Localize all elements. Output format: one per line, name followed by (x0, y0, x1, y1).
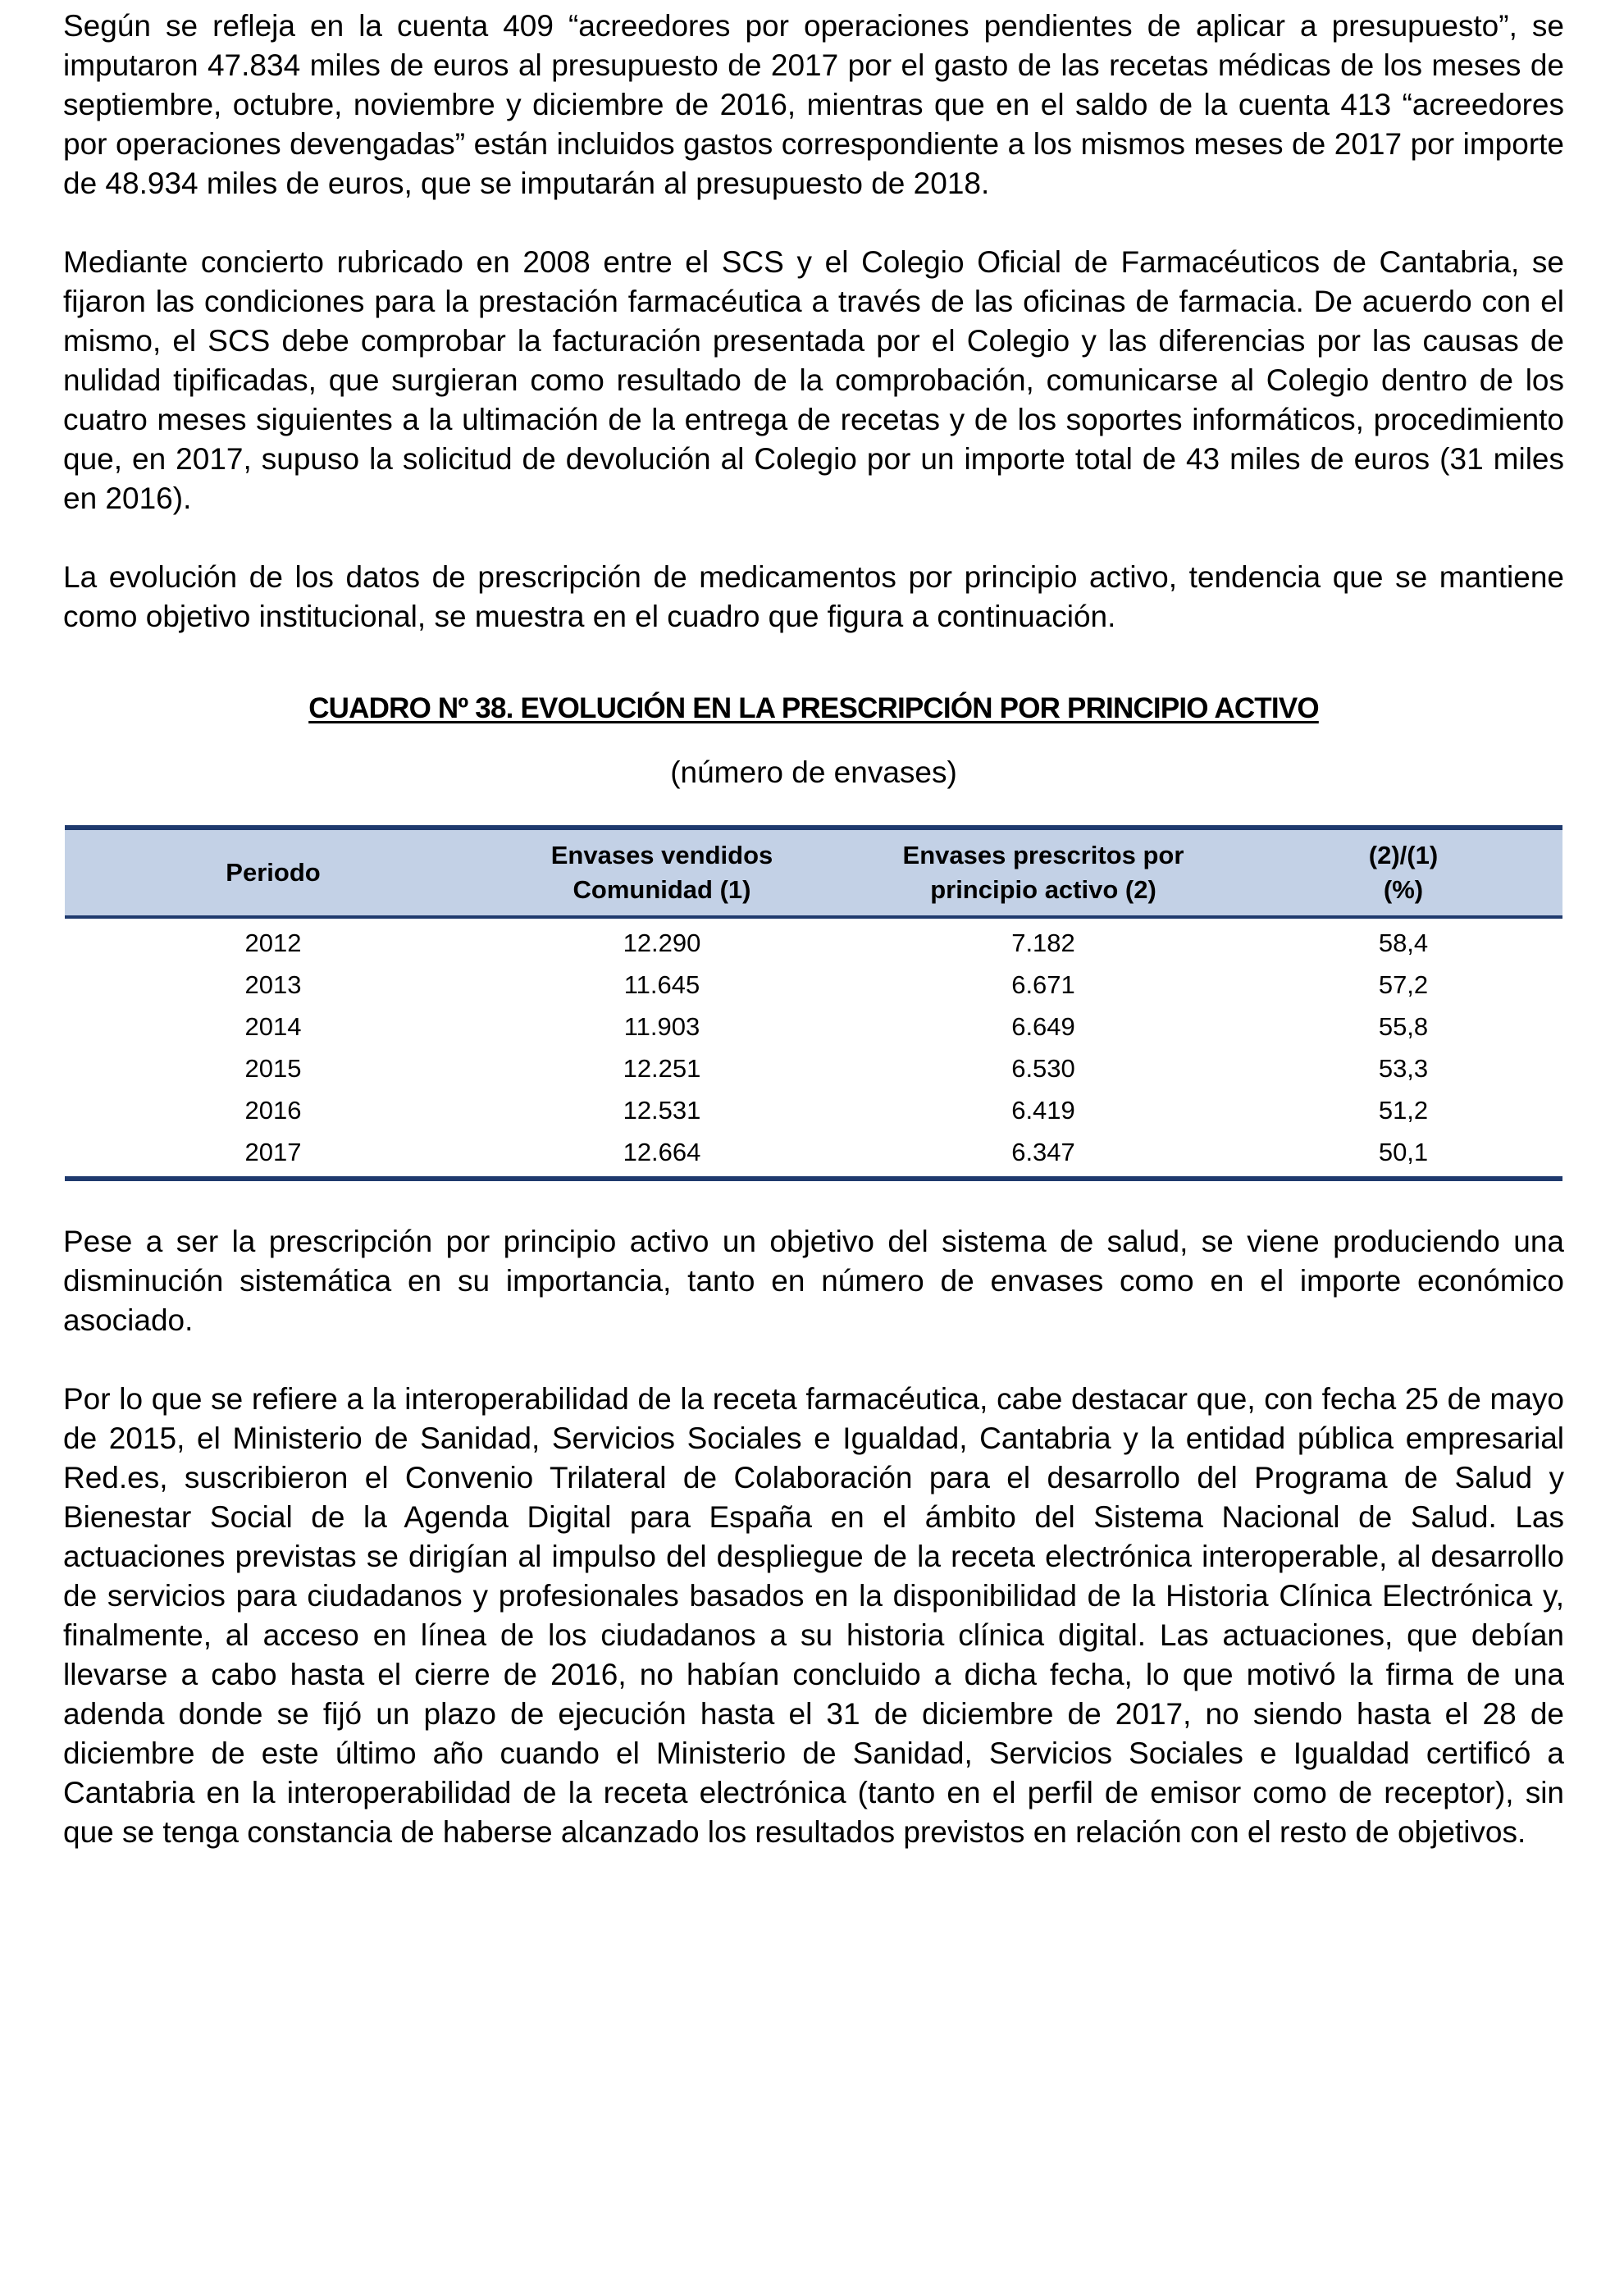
cell-ratio: 55,8 (1378, 1012, 1429, 1041)
cell-prescritos: 6.671 (1011, 970, 1075, 999)
cell-periodo: 2013 (244, 970, 302, 999)
paragraph-concierto-colegio: Mediante concierto rubricado en 2008 entre el SCS y el Colegio Oficial de Farmacéuticos de Cantabria, se fijaron las condiciones para la prestación farmacéutica a través de las oficinas de farmacia. De acuerdo con el mismo, el SCS debe comprobar la facturación presentada por el Colegio y las diferencias por las causas de nulidad tipificadas, que surgieran como resultado de la comprobación, comunicarse al Colegio dentro de los cuatro meses siguientes a la ultimación de la entrega de recetas y de los soportes informáticos, procedimiento que, en 2017, supuso la solicitud de devolución al Colegio por un importe total de 43 miles de euros (31 miles en 2016). (63, 245, 1564, 515)
cell-vendidos: 12.251 (623, 1054, 701, 1083)
header-envases-vendidos: Envases vendidos Comunidad (1) (550, 841, 773, 904)
cell-periodo: 2016 (244, 1096, 302, 1125)
table-row (65, 1047, 1562, 1089)
cell-vendidos: 12.531 (623, 1096, 701, 1125)
cell-prescritos: 6.649 (1011, 1012, 1075, 1041)
cell-ratio: 53,3 (1378, 1054, 1429, 1083)
paragraph-disminucion: Pese a ser la prescripción por principio activo un objetivo del sistema de salud, se viene produciendo una disminución sistemática en su importancia, tanto en número de envases como en el importe económico asociado. (63, 1225, 1564, 1337)
cell-periodo: 2015 (244, 1054, 302, 1083)
paragraph-cuenta-409: Según se refleja en la cuenta 409 “acreedores por operaciones pendientes de aplicar a presupuesto”, se imputaron 47.834 miles de euros al presupuesto de 2017 por el gasto de las recetas médicas de los meses de septiembre, octubre, noviembre y diciembre de 2016, mientras que en el saldo de la cuenta 413 “acreedores por operaciones devengadas” están incluidos gastos correspondiente a los mismos meses de 2017 por importe de 48.934 miles de euros, que se imputarán al presupuesto de 2018. (63, 9, 1564, 200)
cell-prescritos: 6.347 (842, 1131, 1244, 1179)
paragraph-interoperabilidad: Por lo que se refiere a la interoperabilidad de la receta farmacéutica, cabe destacar que, con fecha 25 de mayo de 2015, el Ministerio de Sanidad, Servicios Sociales e Igualdad, Cantabria y la entidad pública empresarial Red.es, suscribieron el Convenio Trilateral de Colaboración para el desarrollo del Programa de Salud y Bienestar Social de la Agenda Digital para España en el ámbito del Sistema Nacional de Salud. Las actuaciones previstas se dirigían al impulso del despliegue de la receta electrónica interoperable, al desarrollo de servicios para ciudadanos y profesionales basados en la disponibilidad de la Historia Clínica Electrónica y, finalmente, al acceso en línea de los ciudadanos a su historia clínica digital. Las actuaciones, que debían llevarse a cabo hasta el cierre de 2016, no habían concluido a dicha fecha, lo que motivó la firma de una adenda donde se fijó un plazo de ejecución hasta el 31 de diciembre de 2017, no siendo hasta el 28 de diciembre de este último año cuando el Ministerio de Sanidad, Servicios Sociales e Igualdad certificó a Cantabria en la interoperabilidad de la receta electrónica (tanto en el perfil de emisor como de receptor), sin que se tenga constancia de haberse alcanzado los resultados previstos en relación con el resto de objetivos. (63, 1382, 1564, 1849)
cell-vendidos: 12.664 (481, 1131, 842, 1179)
cell-periodo: 2017 (65, 1131, 481, 1179)
cell-ratio: 57,2 (1378, 970, 1429, 999)
cell-ratio: 58,4 (1378, 929, 1429, 957)
prescription-table-container (65, 825, 1562, 1181)
document-page (63, 7, 1564, 1852)
header-ratio: (2)/(1) (%) (1368, 841, 1439, 904)
table-title: CUADRO Nº 38. EVOLUCIÓN EN LA PRESCRIPCIÓN POR PRINCIPIO ACTIVO (308, 692, 1319, 724)
cell-prescritos: 6.419 (1011, 1096, 1075, 1125)
header-periodo: Periodo (226, 858, 321, 887)
table-row (65, 917, 1562, 964)
cell-ratio: 51,2 (1378, 1096, 1429, 1125)
cell-prescritos: 7.182 (1011, 929, 1075, 957)
table-row (65, 1006, 1562, 1047)
cell-vendidos: 11.903 (623, 1012, 700, 1041)
table-row (65, 1089, 1562, 1131)
cell-vendidos: 11.645 (623, 970, 700, 999)
cell-periodo: 2012 (244, 929, 302, 957)
table-row (65, 964, 1562, 1006)
cell-periodo: 2014 (244, 1012, 302, 1041)
cell-prescritos: 6.530 (1011, 1054, 1075, 1083)
header-envases-prescritos: Envases prescritos por principio activo (2) (902, 841, 1184, 904)
table-header-row (65, 828, 1562, 917)
cell-vendidos: 12.290 (623, 929, 701, 957)
table-subtitle: (número de envases) (670, 755, 957, 789)
paragraph-evolucion-intro: La evolución de los datos de prescripción de medicamentos por principio activo, tendencia que se mantiene como objetivo institucional, se muestra en el cuadro que figura a continuación. (63, 560, 1564, 633)
cell-ratio: 50,1 (1244, 1131, 1562, 1179)
prescription-table (65, 825, 1562, 1181)
table-row (65, 1131, 1562, 1179)
